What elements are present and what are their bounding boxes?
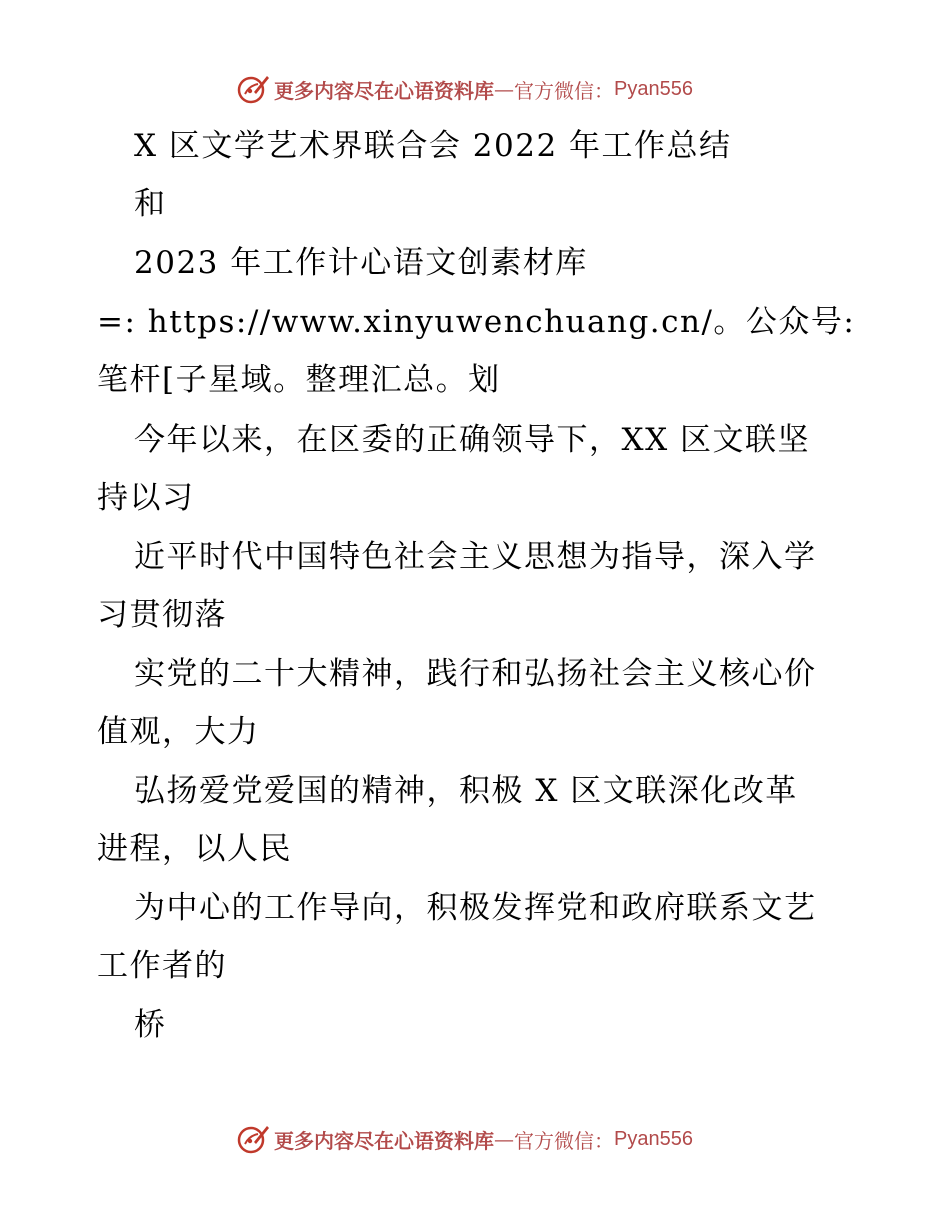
- paragraph-line: 弘扬爱党爱国的精神，积极 X 区文联深化改革: [134, 773, 798, 809]
- watermark-official-label: 官方微信：: [514, 78, 614, 103]
- paragraph-line: 工作者的: [97, 948, 227, 984]
- watermark-site-text: 更多内容尽在心语资料库: [274, 1128, 494, 1153]
- paragraph-line: 今年以来，在区委的正确领导下，XX 区文联坚: [134, 422, 810, 458]
- watermark-account: Pyan556: [614, 77, 693, 100]
- footer-watermark: [236, 1122, 693, 1156]
- watermark-dash: —: [494, 77, 514, 101]
- watermark-dash: —: [494, 1127, 514, 1151]
- watermark-official-label: 官方微信：: [514, 1128, 614, 1153]
- paragraph-line: 为中心的工作导向，积极发挥党和政府联系文艺: [134, 890, 817, 926]
- paragraph-line: 桥: [134, 1007, 167, 1043]
- pen-logo-icon: [236, 72, 270, 106]
- source-url-line: =: https://www.xinyuwenchuang.cn/。公众号:: [97, 304, 856, 340]
- paragraph-line: 近平时代中国特色社会主义思想为指导，深入学: [134, 539, 817, 575]
- paragraph-line: 实党的二十大精神，践行和弘扬社会主义核心价: [134, 656, 817, 692]
- pen-logo-icon: [236, 1122, 270, 1156]
- paragraph-line: 进程，以人民: [97, 831, 292, 867]
- watermark-site-text: 更多内容尽在心语资料库: [274, 78, 494, 103]
- paragraph-line: 值观，大力: [97, 714, 260, 750]
- watermark-account: Pyan556: [614, 1127, 693, 1150]
- paragraph-line: 持以习: [97, 480, 195, 516]
- source-credit-line: 笔杆[子星域。整理汇总。划: [97, 362, 501, 398]
- paragraph-line: 习贯彻落: [97, 597, 227, 633]
- document-title-line-3: 2023 年工作计心语文创素材库: [134, 245, 588, 281]
- header-watermark: [236, 72, 693, 106]
- document-title-line-2: 和: [134, 186, 167, 222]
- document-title-line-1: X 区文学艺术界联合会 2022 年工作总结: [134, 128, 732, 164]
